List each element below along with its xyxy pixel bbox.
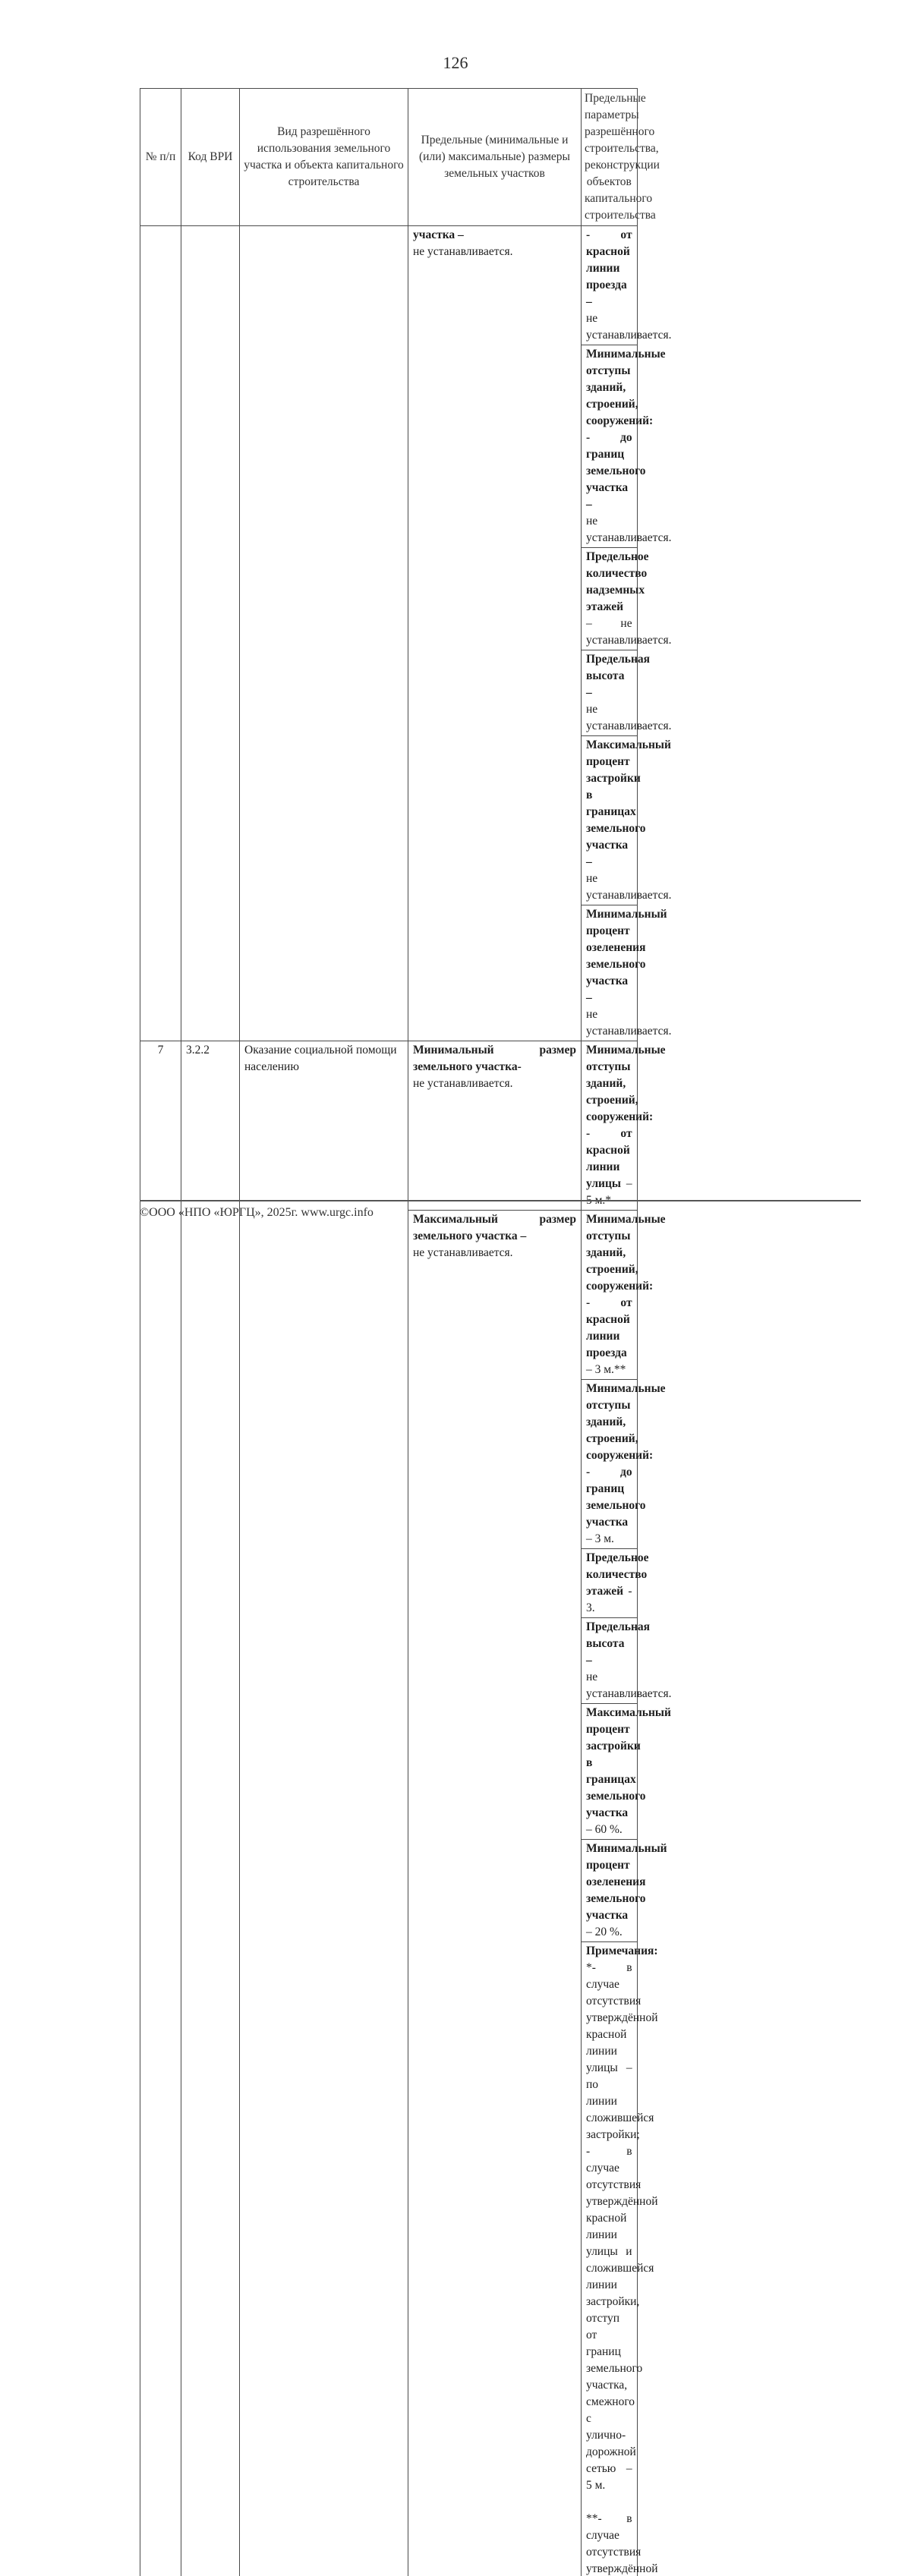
code-cell xyxy=(181,226,240,1041)
param-cell: Предельное количество этажей - 3. xyxy=(582,1549,638,1618)
footer-divider xyxy=(140,1200,861,1201)
code-cell: 3.2.2 xyxy=(181,1041,240,2576)
regulations-table xyxy=(140,88,861,2576)
table-row xyxy=(140,1041,861,1211)
param-cell: Минимальный процент озеленения земельного участка – не устанавливается. xyxy=(582,905,638,1041)
note-text: *- в случае отсутствия утверждённой красной линии улицы – по линии сложившейся застройки; xyxy=(586,1960,632,2143)
note-text: **- в случае отсутствия утверждённой xyxy=(586,2511,632,2576)
param-cell: Минимальные отступы зданий, строений, сооружений: - до границ земельного участка – 3 м. xyxy=(582,1380,638,1549)
footer-copyright: ©ООО «НПО «ЮРГЦ», 2025г. www.urgc.info xyxy=(140,1206,374,1220)
param-cell: Предельная высота – не устанавливается. xyxy=(582,650,638,736)
notes-title: Примечания: xyxy=(586,1943,632,1960)
size-cell: участка – не устанавливается. xyxy=(408,226,582,1041)
param-cell: Минимальный процент озеленения земельного участка – 20 %. xyxy=(582,1840,638,1942)
kind-cell xyxy=(240,226,408,1041)
num-cell xyxy=(140,226,181,1041)
param-cell: Минимальные отступы зданий, строений, сооружений: - до границ земельного участка – не устанавливается. xyxy=(582,345,638,548)
notes-cell xyxy=(582,1942,638,2576)
param-cell: - от красной линии проезда – не устанавливается. xyxy=(582,226,638,345)
kind-cell: Оказание социальной помощи населению xyxy=(240,1041,408,2576)
note-text: - в случае отсутствия утверждённой красной линии улицы и сложившейся линии застройки, отступ от границ земельного участка, смежного с улично-дорожной сетью – 5 м. xyxy=(586,2143,632,2494)
page-number: 126 xyxy=(0,53,911,73)
param-cell: Минимальные отступы зданий, строений, сооружений: - от красной линии улицы – 5 м.* xyxy=(582,1041,638,1211)
param-cell: Максимальный процент застройки в границах земельного участка – не устанавливается. xyxy=(582,736,638,905)
table-header-row xyxy=(140,89,861,226)
header-code: Код ВРИ xyxy=(181,89,240,226)
header-params: Предельные параметры разрешённого строительства, реконструкции объектов капитального строительства xyxy=(582,89,638,226)
param-cell: Минимальные отступы зданий, строений, сооружений: - от красной линии проезда – 3 м.** xyxy=(582,1211,638,1380)
num-cell: 7 xyxy=(140,1041,181,2576)
param-cell: Предельное количество надземных этажей – не устанавливается. xyxy=(582,548,638,650)
param-cell: Предельная высота – не устанавливается. xyxy=(582,1618,638,1704)
header-sizes: Предельные (минимальные и (или) максимальные) размеры земельных участков xyxy=(408,89,582,226)
header-kind: Вид разрешённого использования земельного участка и объекта капитального строительства xyxy=(240,89,408,226)
param-cell: Максимальный процент застройки в границах земельного участка – 60 %. xyxy=(582,1704,638,1840)
table-row xyxy=(140,226,861,345)
size-cell: Минимальный размер земельного участка- не устанавливается. xyxy=(408,1041,582,1211)
size-cell: Максимальный размер земельного участка – не устанавливается. xyxy=(408,1211,582,2576)
header-num: № п/п xyxy=(140,89,181,226)
